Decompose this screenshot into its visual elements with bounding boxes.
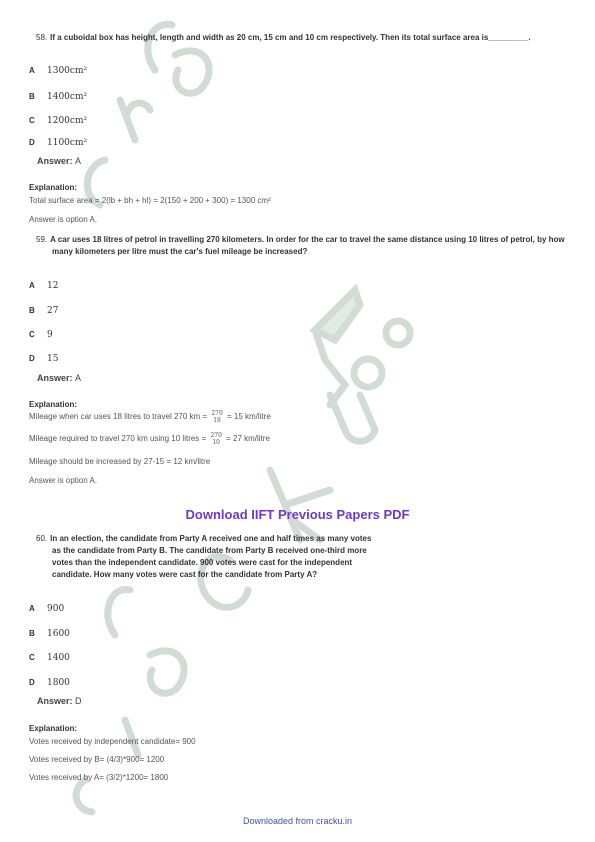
option-value: 1400cm²: [47, 92, 88, 102]
answer-label: Answer:: [37, 696, 73, 706]
option-c[interactable]: [29, 115, 87, 126]
option-d[interactable]: [29, 137, 87, 148]
option-value: 9: [47, 330, 53, 340]
option-letter: A: [29, 604, 35, 613]
option-value: 15: [47, 354, 59, 364]
fraction-denominator: 18: [213, 417, 221, 424]
question-59: [36, 234, 582, 258]
option-value: 12: [47, 281, 59, 291]
download-papers-link[interactable]: Download IIFT Previous Papers PDF: [185, 507, 410, 522]
question-60: [36, 533, 566, 581]
question-58: [36, 32, 566, 44]
option-value: 1800: [47, 678, 70, 688]
option-d[interactable]: [29, 677, 70, 688]
question-line: [36, 533, 566, 545]
option-letter: B: [29, 306, 35, 315]
option-letter: D: [29, 138, 35, 147]
option-letter: B: [29, 629, 35, 638]
option-letter: A: [29, 281, 35, 290]
explanation-line: Answer is option A.: [29, 215, 98, 224]
option-b[interactable]: [29, 91, 87, 102]
answer-label: Answer:: [37, 156, 73, 166]
question-line: votes than the independent candidate. 900 votes were cast for the independent: [52, 558, 353, 567]
answer: [37, 156, 81, 166]
explanation-line: Votes received by A= (3/2)*1200= 1800: [29, 773, 169, 782]
answer-value: A: [75, 373, 82, 383]
option-letter: C: [29, 653, 35, 662]
option-c[interactable]: [29, 652, 70, 663]
answer: [37, 696, 82, 706]
option-value: 1100cm²: [47, 138, 88, 148]
answer: [37, 373, 81, 383]
question-number: 60.: [36, 534, 48, 543]
option-letter: B: [29, 92, 35, 101]
explanation-line: Total surface area = 2(lb + bh + hl) = 2(150 + 200 + 300) = 1300 cm²: [29, 196, 271, 205]
option-letter: A: [29, 66, 35, 75]
question-text: A car uses 18 litres of petrol in travelling 270 kilometers. In order for the car to travel the same distance using 10 litres of petrol, by how many kilometers per litre must the car's fuel mileage be increased?: [50, 235, 565, 256]
question-text: If a cuboidal box has height, length and width as 20 cm, 15 cm and 10 cm respectively. Then its total surface area is_________.: [50, 33, 531, 42]
option-value: 1400: [47, 653, 70, 663]
option-b[interactable]: [29, 305, 58, 316]
explanation-heading: Explanation:: [29, 400, 78, 409]
question-line: candidate. How many votes were cast for the candidate from Party A?: [52, 570, 318, 579]
option-value: 1600: [47, 629, 70, 639]
option-value: 27: [47, 306, 59, 316]
option-a[interactable]: [29, 280, 58, 291]
explanation-heading: Explanation:: [29, 724, 78, 733]
explanation-text: Mileage when car uses 18 litres to travel 270 km =: [29, 412, 210, 422]
option-c[interactable]: [29, 329, 53, 340]
option-value: 900: [47, 604, 65, 614]
explanation-text: = 27 km/litre: [223, 434, 270, 444]
explanation-line: Votes received by independent candidate= 900: [29, 737, 196, 746]
fraction-numerator: 270: [210, 432, 222, 439]
explanation-heading: Explanation:: [29, 183, 78, 192]
option-letter: C: [29, 116, 35, 125]
explanation-line: Mileage should be increased by 27-15 = 12 km/litre: [29, 457, 211, 466]
fraction: [211, 410, 222, 424]
question-number: 58.: [36, 33, 48, 42]
option-b[interactable]: [29, 628, 70, 639]
question-text: In an election, the candidate from Party A received one and half times as many votes: [50, 534, 372, 543]
option-value: 1200cm²: [47, 116, 88, 126]
explanation-line: Votes received by B= (4/3)*900= 1200: [29, 755, 165, 764]
fraction: [210, 432, 221, 446]
fraction-denominator: 10: [212, 439, 220, 446]
option-value: 1300cm²: [47, 66, 88, 76]
option-a[interactable]: [29, 603, 64, 614]
option-letter: C: [29, 330, 35, 339]
explanation-line: Answer is option A.: [29, 476, 98, 485]
answer-value: D: [75, 696, 82, 706]
option-letter: D: [29, 354, 35, 363]
explanation-line: [29, 410, 271, 424]
option-a[interactable]: [29, 65, 87, 76]
question-line: as the candidate from Party B. The candidate from Party B received one-third more: [52, 546, 367, 555]
explanation-line: [29, 432, 270, 446]
option-letter: D: [29, 678, 35, 687]
answer-value: A: [75, 156, 82, 166]
explanation-text: Mileage required to travel 270 km using 10 litres =: [29, 434, 209, 444]
question-number: 59.: [36, 235, 48, 244]
explanation-text: = 15 km/litre: [224, 412, 271, 422]
fraction-numerator: 270: [211, 410, 223, 417]
answer-label: Answer:: [37, 373, 73, 383]
footer-source-link[interactable]: Downloaded from cracku.in: [242, 816, 353, 826]
option-d[interactable]: [29, 353, 58, 364]
